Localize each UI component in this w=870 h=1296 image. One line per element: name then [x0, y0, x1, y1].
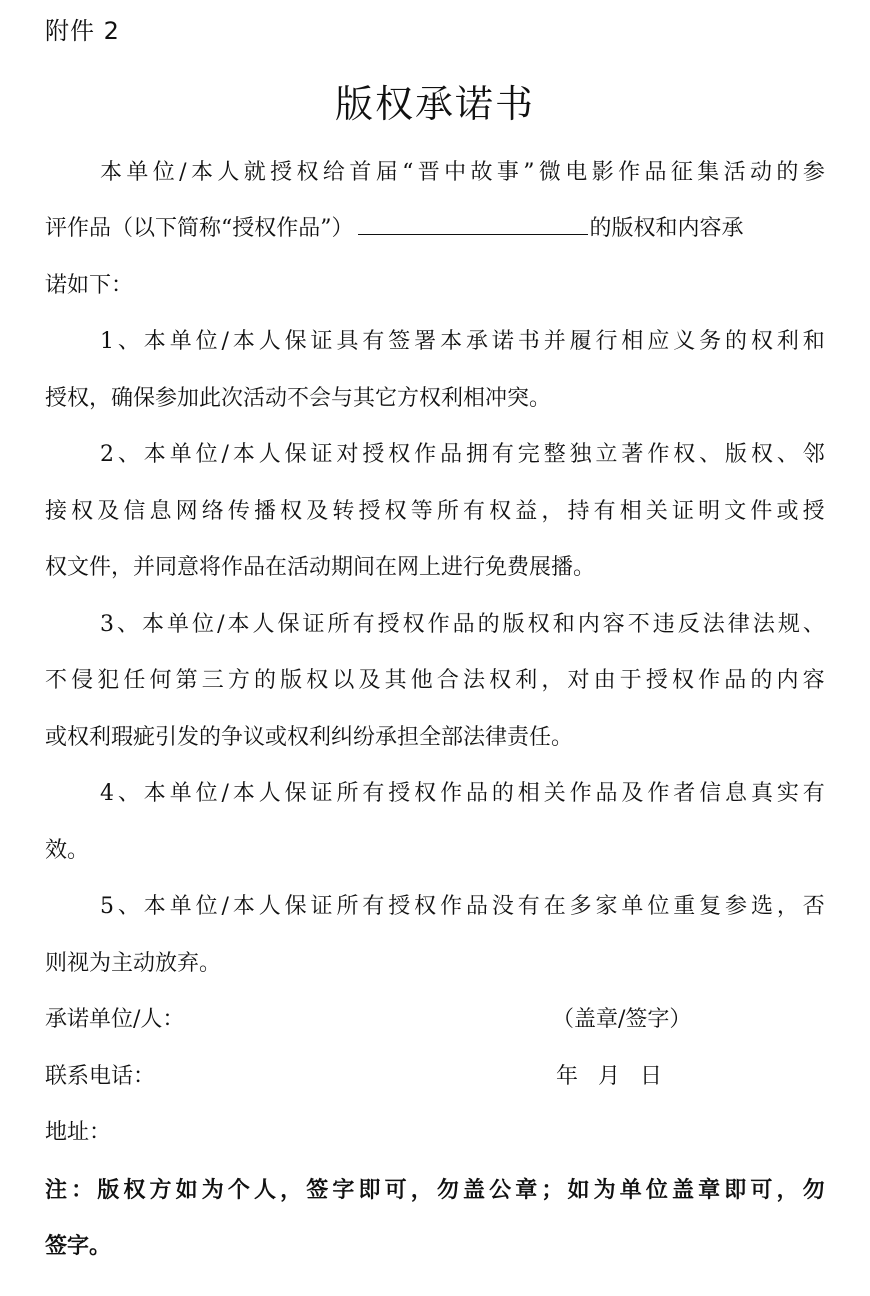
clause-2-line-3: 权文件，并同意将作品在活动期间在网上进行免费展播。: [45, 555, 596, 580]
clause-3-line-3: 或权利瑕疵引发的争议或权利纠纷承担全部法律责任。: [45, 725, 574, 750]
clause-2-line-2-text: 接 权 及 信 息 网 络 传 播 权 及 转 授 权 等 所 有 权 益 ， 持 有 相 关 证 明 文 件 或 授: [45, 499, 825, 524]
clause-2-line-1: [100, 439, 825, 471]
intro-line-1: [100, 157, 825, 189]
intro-line-2: [45, 213, 825, 245]
clause-1-line-2: 授权，确保参加此次活动不会与其它方权利相冲突。: [45, 386, 552, 411]
phone-label: 联系电话：: [45, 1064, 156, 1089]
clause-3-line-1-text: 3 、 本 单 位 / 本 人 保 证 所 有 授 权 作 品 的 版 权 和 内 容 不 违 反 法 律 法 规 、: [100, 612, 825, 637]
note-line-1: [45, 1174, 825, 1206]
date-year-label: 年: [556, 1064, 579, 1089]
intro-line-2-suffix: 的版权和内容承: [589, 216, 744, 241]
clause-2-line-2: [45, 496, 825, 528]
work-title-blank[interactable]: [358, 213, 588, 235]
clause-3-line-1: [100, 609, 825, 641]
date-day-label: 日: [640, 1064, 663, 1089]
intro-line-1-text: 本 单 位 / 本 人 就 授 权 给 首 届 “ 晋 中 故 事 ” 微 电 影 作 品 征 集 活 动 的 参: [100, 160, 825, 185]
clause-1-line-1-text: 1 、 本 单 位 / 本 人 保 证 具 有 签 署 本 承 诺 书 并 履 行 相 应 义 务 的 权 利 和: [100, 329, 825, 354]
intro-line-3: 诺如下：: [45, 273, 134, 298]
pledger-label: 承诺单位/人：: [45, 1007, 185, 1032]
intro-line-2-prefix: 评作品（以下简称“授权作品”）: [45, 216, 354, 241]
address-label: 地址：: [45, 1120, 112, 1145]
date-month-label: 月: [598, 1064, 621, 1089]
note-line-2: 签字。: [45, 1233, 112, 1259]
seal-signature-label: （盖章/签字）: [552, 1007, 692, 1032]
clause-5-line-1-text: 5 、 本 单 位 / 本 人 保 证 所 有 授 权 作 品 没 有 在 多 家 单 位 重 复 参 选 ， 否: [100, 894, 825, 919]
date-fields: [556, 1061, 682, 1093]
clause-3-line-2-text: 不 侵 犯 任 何 第 三 方 的 版 权 以 及 其 他 合 法 权 利 ， 对 由 于 授 权 作 品 的 内 容: [45, 668, 825, 693]
attachment-label: 附件 2: [45, 17, 120, 45]
clause-1-line-1: [100, 326, 825, 358]
clause-4-line-1-text: 4 、 本 单 位 / 本 人 保 证 所 有 授 权 作 品 的 相 关 作 品 及 作 者 信 息 真 实 有: [100, 781, 825, 806]
clause-4-line-2: 效。: [45, 838, 90, 863]
clause-3-line-2: [45, 665, 825, 697]
clause-2-line-1-text: 2 、 本 单 位 / 本 人 保 证 对 授 权 作 品 拥 有 完 整 独 立 著 作 权 、 版 权 、 邻: [100, 442, 825, 467]
clause-5-line-1: [100, 891, 825, 923]
note-line-1-text: 注 ： 版 权 方 如 为 个 人 ， 签 字 即 可 ， 勿 盖 公 章 ； 如 为 单 位 盖 章 即 可 ， 勿: [45, 1177, 825, 1203]
clause-4-line-1: [100, 778, 825, 810]
clause-5-line-2: 则视为主动放弃。: [45, 951, 222, 976]
document-title: 版权承诺书: [334, 82, 535, 126]
